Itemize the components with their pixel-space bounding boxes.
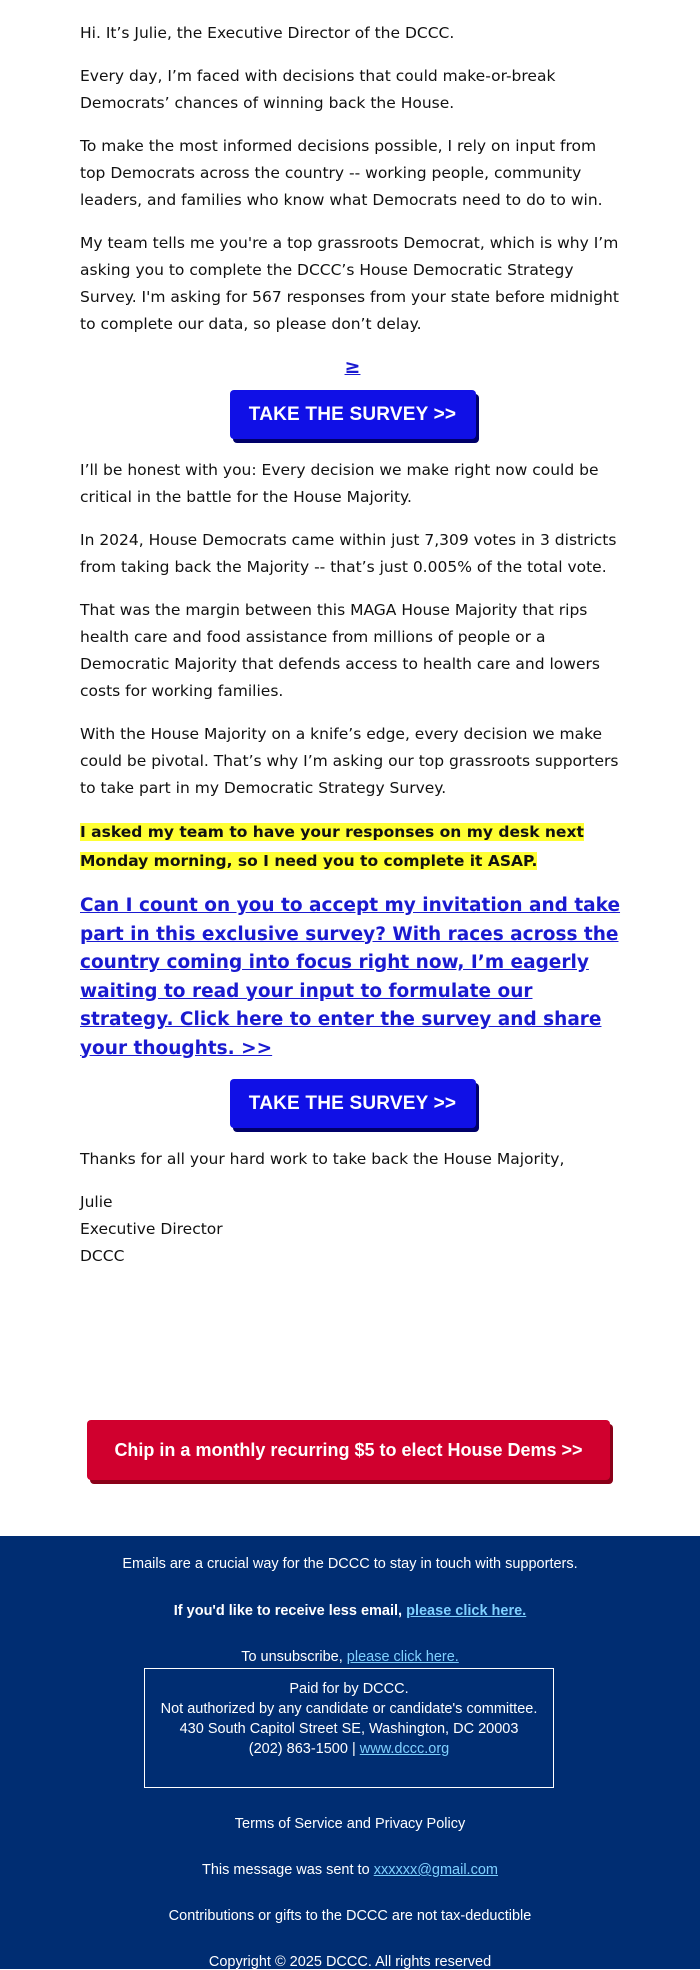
email-body <box>80 20 625 1270</box>
sent-to-line <box>0 1862 700 1878</box>
greeting: Hi. It’s Julie, the Executive Director of the DCCC. <box>80 24 455 42</box>
signature-org: DCCC <box>80 1247 125 1265</box>
less-email-link[interactable]: please click here. <box>406 1603 527 1619</box>
paragraph: In 2024, House Democrats came within just 7,309 votes in 3 districts from taking back the Majority -- that’s just 0.005% of the total vote. <box>80 531 617 576</box>
disclaimer-box <box>144 1668 554 1788</box>
terms-link[interactable]: Terms of Service and Privacy Policy <box>234 1816 466 1832</box>
copyright: Copyright © 2025 DCCC. All rights reserved <box>208 1954 492 1970</box>
signature <box>80 1189 625 1270</box>
donate-button[interactable]: Chip in a monthly recurring $5 to elect House Dems >> <box>87 1420 610 1480</box>
signature-title: Executive Director <box>80 1220 223 1238</box>
paragraph: My team tells me you're a top grassroots Democrat, which is why I’m asking you to complete the DCCC’s House Democratic Strategy Survey. I'm asking for 567 responses from your state before midnight to complete our data, so please don’t delay. <box>80 234 619 333</box>
signature-name: Julie <box>80 1193 113 1211</box>
footer <box>0 1536 700 1969</box>
unsubscribe-line <box>0 1649 700 1665</box>
take-survey-button-2[interactable]: TAKE THE SURVEY >> <box>230 1079 476 1128</box>
survey-arrow-link[interactable]: ≥ <box>344 356 361 378</box>
paragraph: Every day, I’m faced with decisions that could make-or-break Democrats’ chances of winning back the House. <box>80 67 556 112</box>
less-email-line <box>0 1603 700 1619</box>
website-link[interactable]: www.dccc.org <box>359 1741 450 1757</box>
phone: (202) 863-1500 | <box>248 1741 360 1757</box>
sent-to-text: This message was sent to <box>202 1862 374 1878</box>
address: 430 South Capitol Street SE, Washington, DC 20003 <box>179 1721 519 1737</box>
recipient-email-link[interactable]: xxxxxx@gmail.com <box>373 1862 498 1878</box>
paragraph: To make the most informed decisions possible, I rely on input from top Democrats across the country -- working people, community leaders, and families who know what Democrats need to do to win. <box>80 137 603 209</box>
unsubscribe-text: To unsubscribe, <box>241 1649 347 1665</box>
paid-for: Paid for by DCCC. <box>289 1681 409 1697</box>
closing: Thanks for all your hard work to take back the House Majority, <box>80 1150 565 1168</box>
contributions-note: Contributions or gifts to the DCCC are not tax-deductible <box>168 1908 532 1924</box>
paragraph: I’ll be honest with you: Every decision we make right now could be critical in the battle for the House Majority. <box>80 461 599 506</box>
not-authorized: Not authorized by any candidate or candidate's committee. <box>160 1701 538 1717</box>
paragraph: That was the margin between this MAGA House Majority that rips health care and food assistance from millions of people or a Democratic Majority that defends access to health care and lowers costs for working families. <box>80 601 600 700</box>
highlighted-text: I asked my team to have your responses on my desk next Monday morning, so I need you to complete it ASAP. <box>80 823 584 870</box>
paragraph: With the House Majority on a knife’s edge, every decision we make could be pivotal. That’s why I’m asking our top grassroots supporters to take part in my Democratic Strategy Survey. <box>80 725 619 797</box>
take-survey-button[interactable]: TAKE THE SURVEY >> <box>230 390 476 439</box>
less-email-text: If you'd like to receive less email, <box>173 1603 407 1619</box>
footer-emails-text: Emails are a crucial way for the DCCC to stay in touch with supporters. <box>122 1556 578 1572</box>
survey-invitation-link[interactable]: Can I count on you to accept my invitation and take part in this exclusive survey? With races across the country coming into focus right now, I’m eagerly waiting to read your input to formulate our strategy. Click here to enter the survey and share your thoughts. >> <box>80 895 621 1059</box>
unsubscribe-link[interactable]: please click here. <box>346 1649 459 1665</box>
